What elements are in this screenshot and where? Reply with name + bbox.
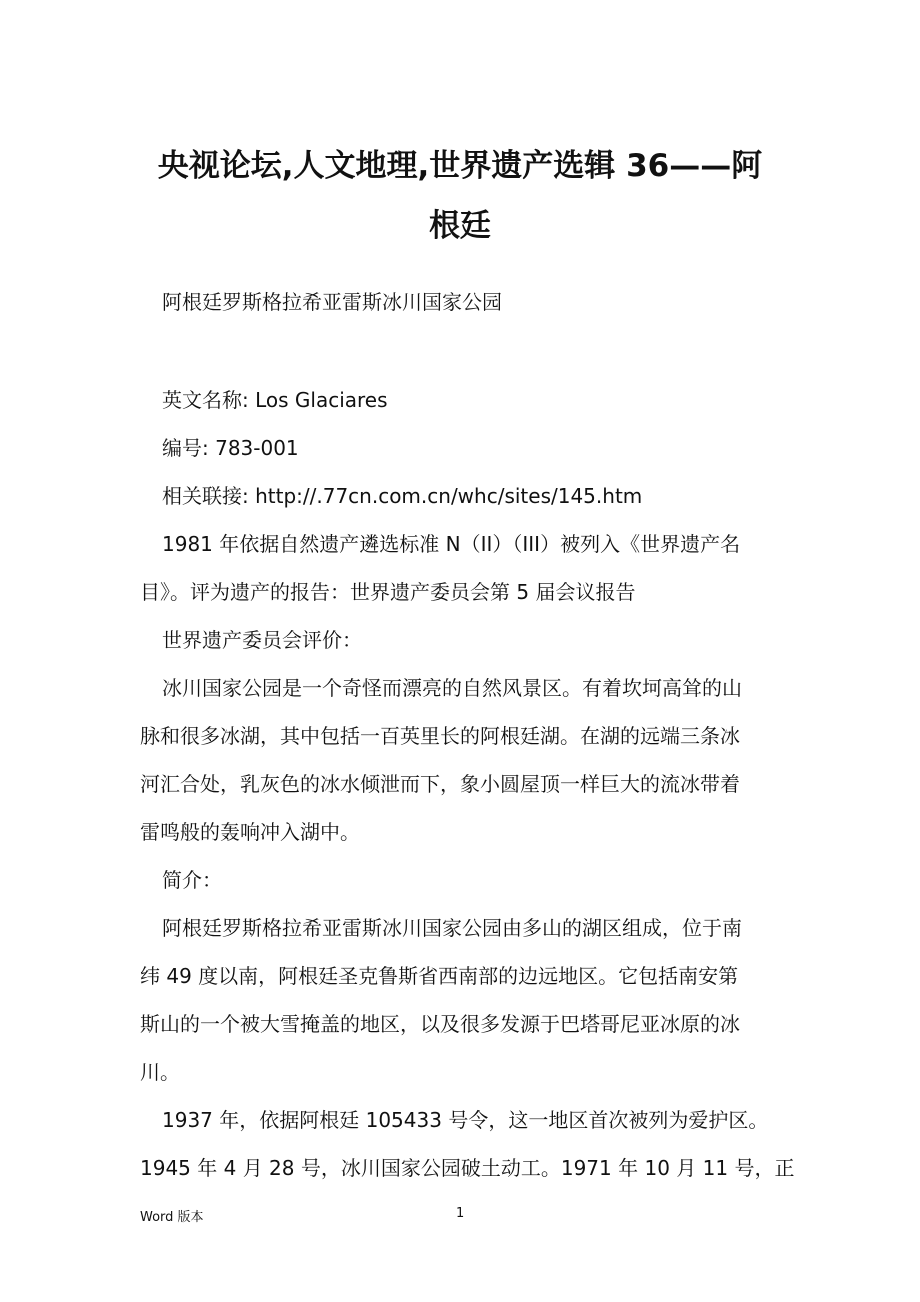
text-line: 雷鸣般的轰响冲入湖中。	[140, 820, 360, 844]
text-line: 1937 年，依据阿根廷 105433 号令，这一地区首次被列为爱护区。	[162, 1108, 769, 1132]
text-line: 1981 年依据自然遗产遴选标准 N（II）（III）被列入《世界遗产名	[162, 532, 741, 556]
text-line: 简介：	[162, 868, 222, 892]
text-line: 纬 49 度以南，阿根廷圣克鲁斯省西南部的边远地区。它包括南安第	[140, 964, 739, 988]
text-line: 目》。评为遗产的报告：世界遗产委员会第 5 届会议报告	[140, 580, 636, 604]
page-number: 1	[456, 1206, 465, 1221]
footer-label: Word 版本	[140, 1210, 204, 1225]
text-line: 河汇合处，乳灰色的冰水倾泄而下，象小圆屋顶一样巨大的流冰带着	[140, 772, 740, 796]
text-line: 1945 年 4 月 28 号，冰川国家公园破土动工。1971 年 10 月 11 号，正	[140, 1156, 795, 1180]
text-line: 冰川国家公园是一个奇怪而漂亮的自然风景区。有着坎坷高耸的山	[162, 676, 742, 700]
text-line: 世界遗产委员会评价：	[162, 628, 362, 652]
text-line: 川。	[140, 1060, 180, 1084]
title-line: 央视论坛,人文地理,世界遗产选辑 36——阿	[157, 148, 763, 184]
text-line: 阿根廷罗斯格拉希亚雷斯冰川国家公园由多山的湖区组成，位于南	[162, 916, 742, 940]
text-line: 相关联接: http://.77cn.com.cn/whc/sites/145.htm	[162, 484, 643, 508]
title-line: 根廷	[429, 208, 491, 244]
text-line: 英文名称: Los Glaciares	[162, 388, 388, 412]
text-line: 阿根廷罗斯格拉希亚雷斯冰川国家公园	[162, 290, 502, 314]
text-line: 编号: 783-001	[162, 436, 299, 460]
text-line: 脉和很多冰湖，其中包括一百英里长的阿根廷湖。在湖的远端三条冰	[140, 724, 740, 748]
text-line: 斯山的一个被大雪掩盖的地区，以及很多发源于巴塔哥尼亚冰原的冰	[140, 1012, 740, 1036]
